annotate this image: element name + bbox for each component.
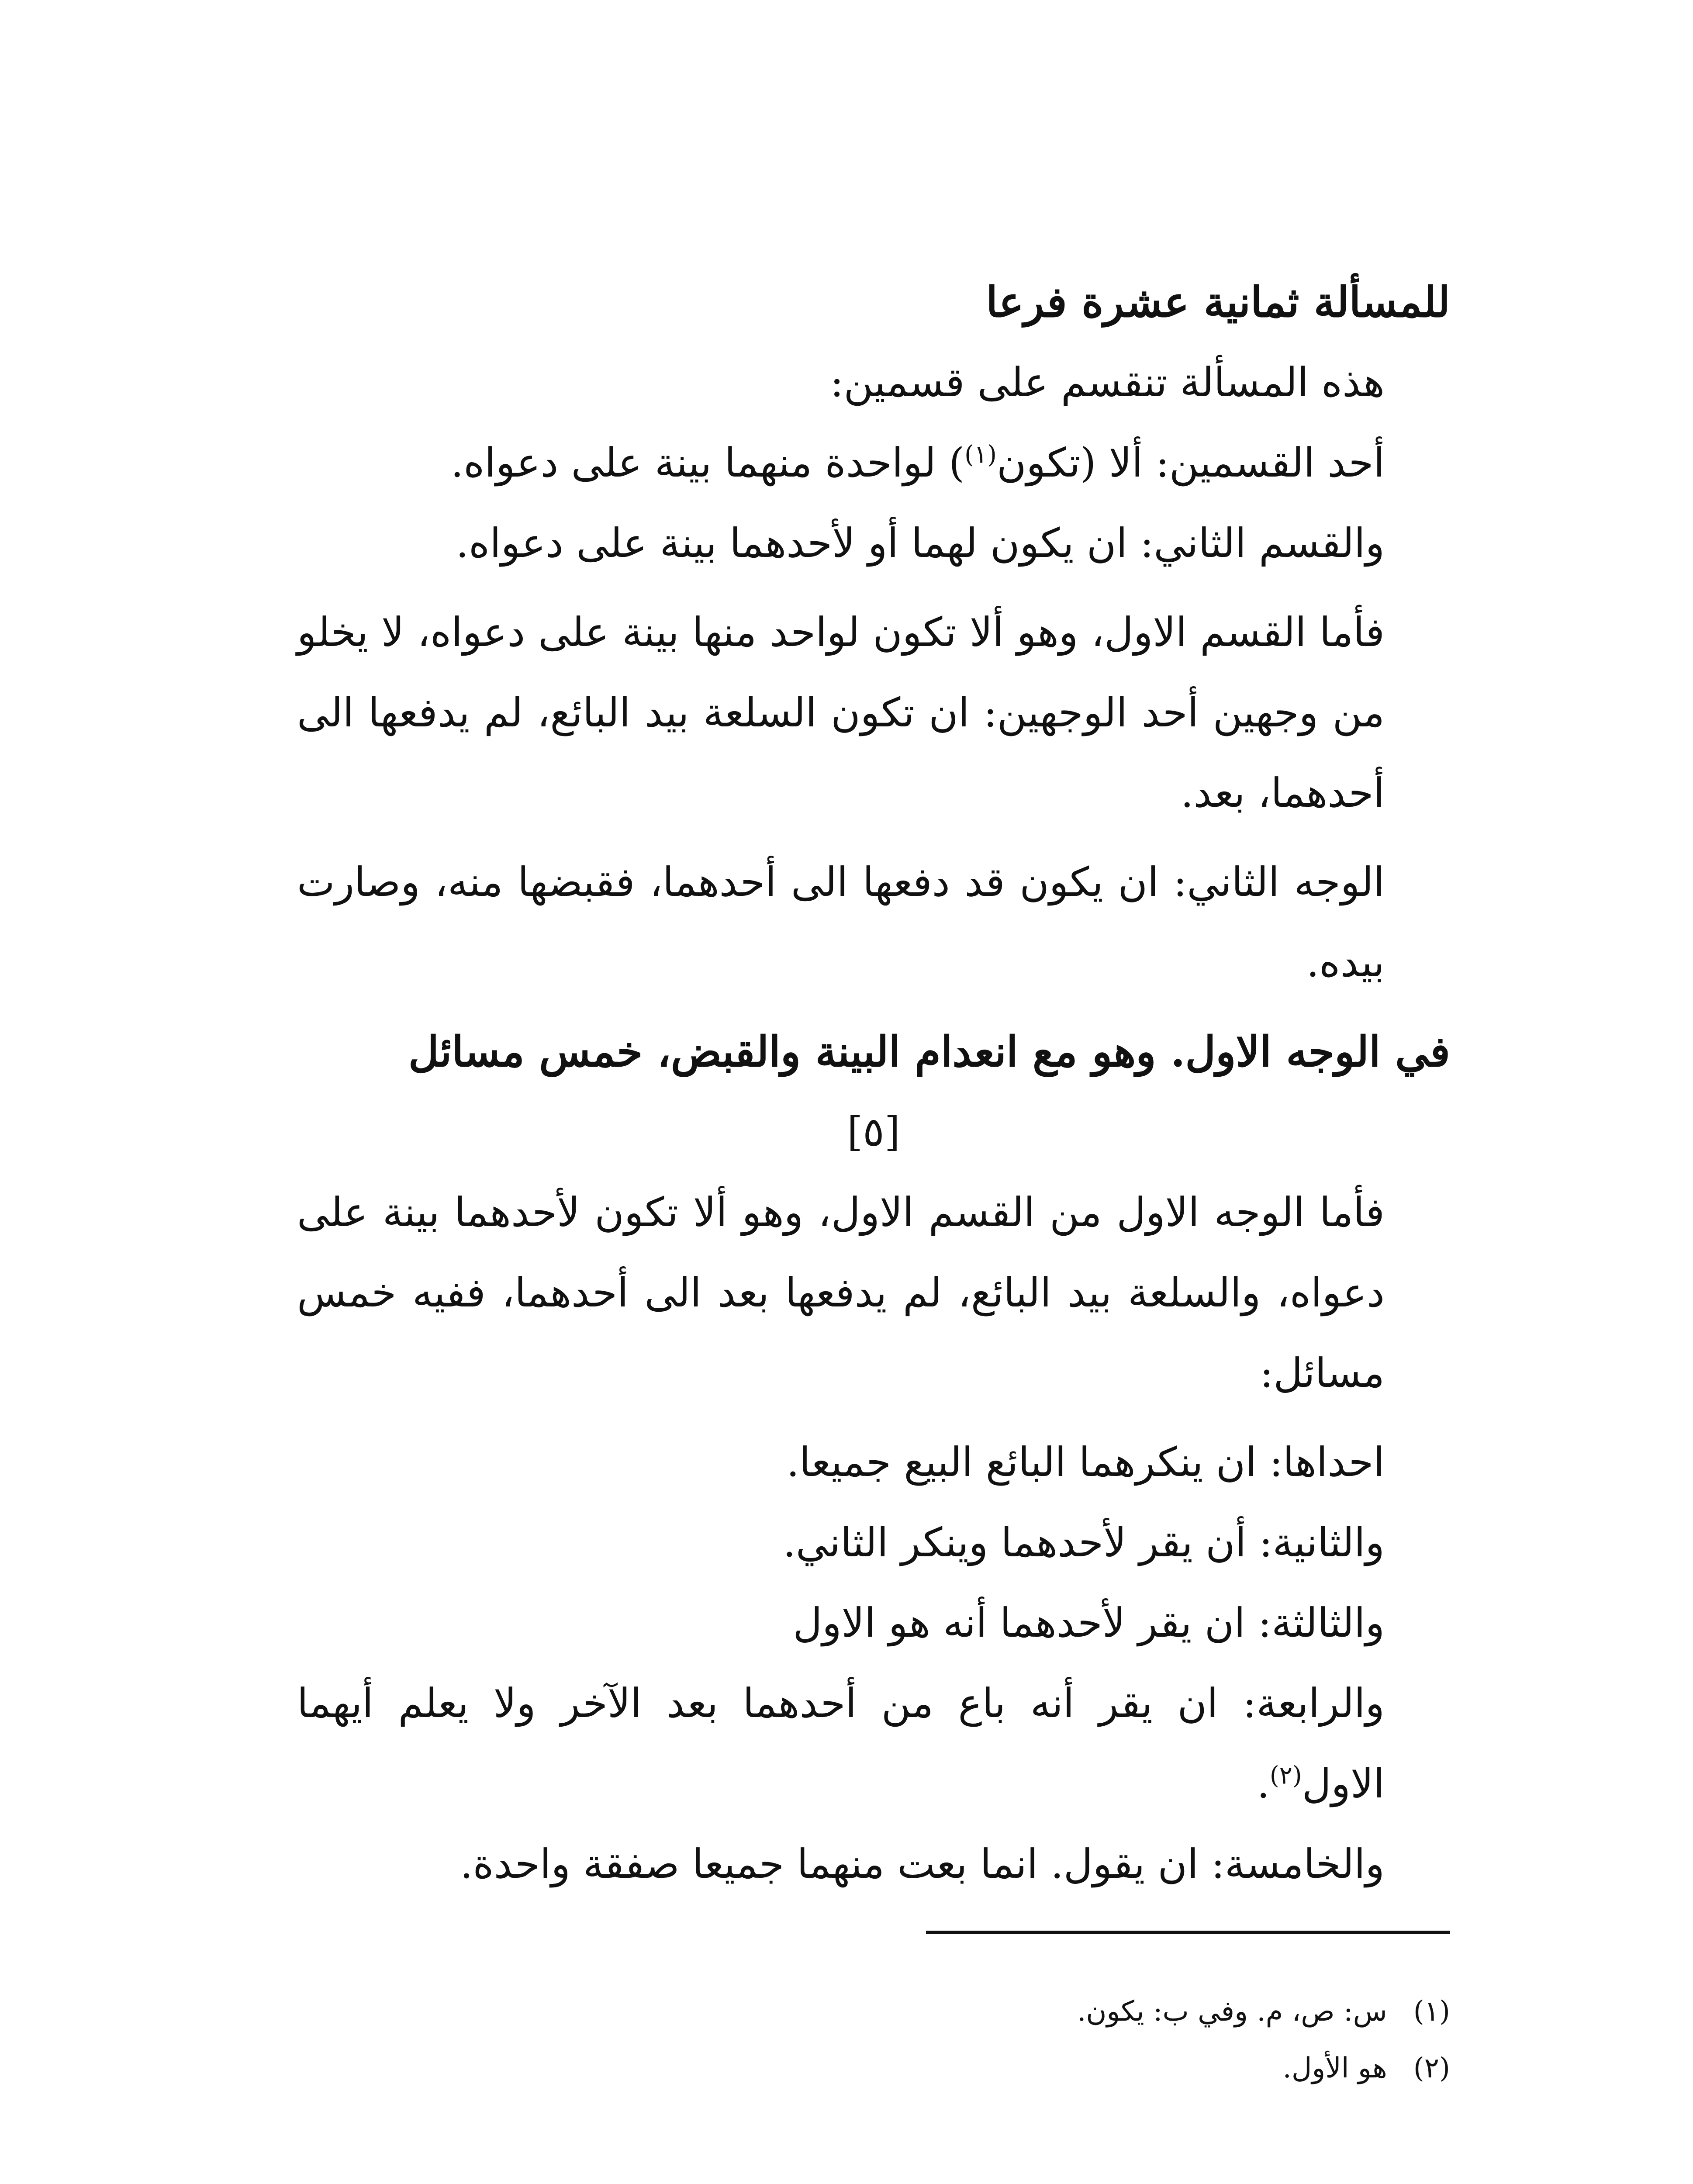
- footnote-1: [874, 1983, 1450, 2040]
- issue-four: [297, 1663, 1450, 1824]
- issue-five: والخامسة: ان يقول. انما بعت منهما جميعا صفقة واحدة.: [460, 1841, 1385, 1887]
- intro-line: هذه المسألة تنقسم على قسمين:: [830, 359, 1385, 406]
- section-number: [٥]: [847, 1109, 900, 1155]
- issue-four-text: والرابعة: ان يقر أنه باع من أحدهما بعد الآخر ولا يعلم أيهما الاول: [297, 1680, 1385, 1807]
- footnote-2-text: هو الأول.: [1282, 2052, 1387, 2084]
- footnote-2: [874, 2040, 1450, 2097]
- footnote-marker-1: (١): [964, 440, 997, 469]
- footnotes: [874, 1983, 1450, 2097]
- footnote-divider: [926, 1931, 1450, 1934]
- paragraph-five-issues: فأما الوجه الاول من القسم الاول، وهو ألا تكون لأحدهما بينة على دعواه، والسلعة بيد البائع، لم يدفعها بعد الى أحدهما، ففيه خمس مسائل:: [297, 1189, 1385, 1396]
- issue-two: والثانية: أن يقر لأحدهما وينكر الثاني.: [783, 1519, 1385, 1566]
- paragraph-second-aspect: الوجه الثاني: ان يكون قد دفعها الى أحدهما، فقبضها منه، وصارت بيده.: [297, 859, 1385, 986]
- issue-three: والثالثة: ان يقر لأحدهما أنه هو الاول: [793, 1600, 1385, 1646]
- first-division-text-a: أحد القسمين: ألا (تكون: [996, 439, 1385, 486]
- heading-branches: للمسألة ثمانية عشرة فرعا: [986, 277, 1450, 327]
- issue-four-end: .: [1257, 1760, 1270, 1807]
- footnote-marker-2: (٢): [1269, 1761, 1302, 1790]
- heading-first-aspect: في الوجه الاول. وهو مع انعدام البينة والقبض، خمس مسائل: [408, 1027, 1450, 1076]
- first-division-text-b: ) لواحدة منهما بينة على دعواه.: [450, 439, 965, 486]
- second-division-line: والقسم الثاني: ان يكون لهما أو لأحدهما بينة على دعواه.: [456, 520, 1385, 567]
- first-division-line: [297, 423, 1450, 503]
- footnote-2-number: (٢): [1413, 2052, 1450, 2084]
- footnote-1-text: س: ص، م. وفي ب: يكون.: [1077, 1995, 1387, 2028]
- paragraph-first-division: فأما القسم الاول، وهو ألا تكون لواحد منها بينة على دعواه، لا يخلو من وجهين أحد الوجهين: ان تكون السلعة بيد البائع، لم يدفعها الى أحدهما، بعد.: [297, 609, 1385, 816]
- issue-one: احداها: ان ينكرهما البائع البيع جميعا.: [786, 1439, 1385, 1486]
- footnote-1-number: (١): [1413, 1995, 1450, 2028]
- page-body: [297, 262, 1450, 1904]
